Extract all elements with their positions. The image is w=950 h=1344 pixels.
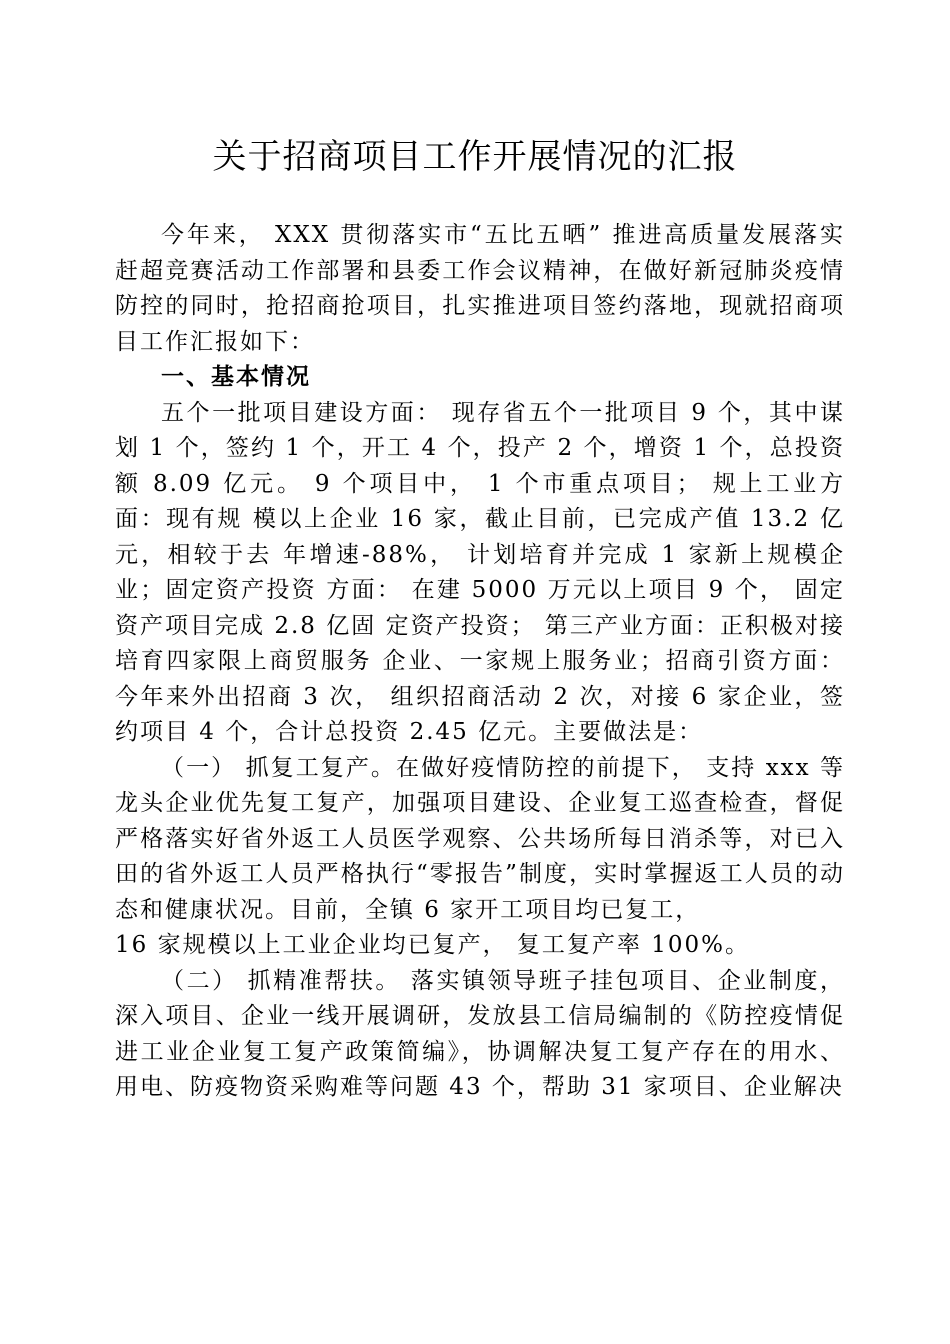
item-resume-work-tail: 16 家规模以上工业企业均已复产， 复工复产率 100%。 — [115, 932, 750, 958]
item-precise-assistance-body: 落实镇领导班子挂包项目、企业制度，深入项目、企业一线开展调研，发放县工信局编制的《防控疫情促进工业企业复工复产政策简编》，协调解决复工复产存在的用水、用电、防疫物资采购难等问题 43 个，帮助 31 家项目、企业解决 — [115, 967, 846, 1100]
item-resume-work-body: 在做好疫情防控的前提下， 支持 xxx 等龙头企业优先复工复产，加强项目建设、企业复工巡查检查，督促严格落实好省外返工人员医学观察、公共场所每日消杀等，对已入田的省外返工人员严格执行“零报告”制度，实时掌握返工人员的动态和健康状况。目前，全镇 6 家开工项目均已复工， — [115, 754, 845, 923]
intro-paragraph: 今年来， XXX 贯彻落实市“五比五晒” 推进高质量发展落实赶超竞赛活动工作部署和县委工作会议精神，在做好新冠肺炎疫情防控的同时，抢招商抢项目，扎实推进项目签约落地，现就招商项目工作汇报如下： — [115, 222, 845, 355]
document-title: 关于招商项目工作开展情况的汇报 — [212, 137, 738, 177]
section-heading-basic-situation: 一、基本情况 — [161, 364, 311, 390]
basic-situation-paragraph: 五个一批项目建设方面： 现存省五个一批项目 9 个，其中谋划 1 个，签约 1 个，开工 4 个，投产 2 个，增资 1 个，总投资额 8.09 亿元。 9 个项目中， 1 个市重点项目； 规上工业方面：现有规 模以上企业 16 家，截止目前，已完成产值 13.2 亿元，相较于去 年增速-88%， 计划培育并完成 1 家新上规模企业；固定资产投资 方面： 在建 5000 万元以上项目 9 个， 固定资产项目完成 2.8 亿固 定资产投资； 第三产业方面：正积极对接培育四家限上商贸服务 企业、一家规上服务业；招商引资方面：今年来外出招商 3 次， 组织招商活动 2 次，对接 6 家企业，签约项目 4 个，合计总投资 2.45 亿元。主要做法是： — [115, 399, 845, 745]
item-precise-assistance-paragraph — [115, 964, 845, 1106]
item-resume-work-label: （一） 抓复工复产。 — [161, 754, 396, 781]
item-precise-assistance-label: （二） 抓精准帮扶。 — [161, 967, 402, 994]
item-resume-work-paragraph — [115, 751, 845, 929]
document-body — [115, 218, 845, 1106]
